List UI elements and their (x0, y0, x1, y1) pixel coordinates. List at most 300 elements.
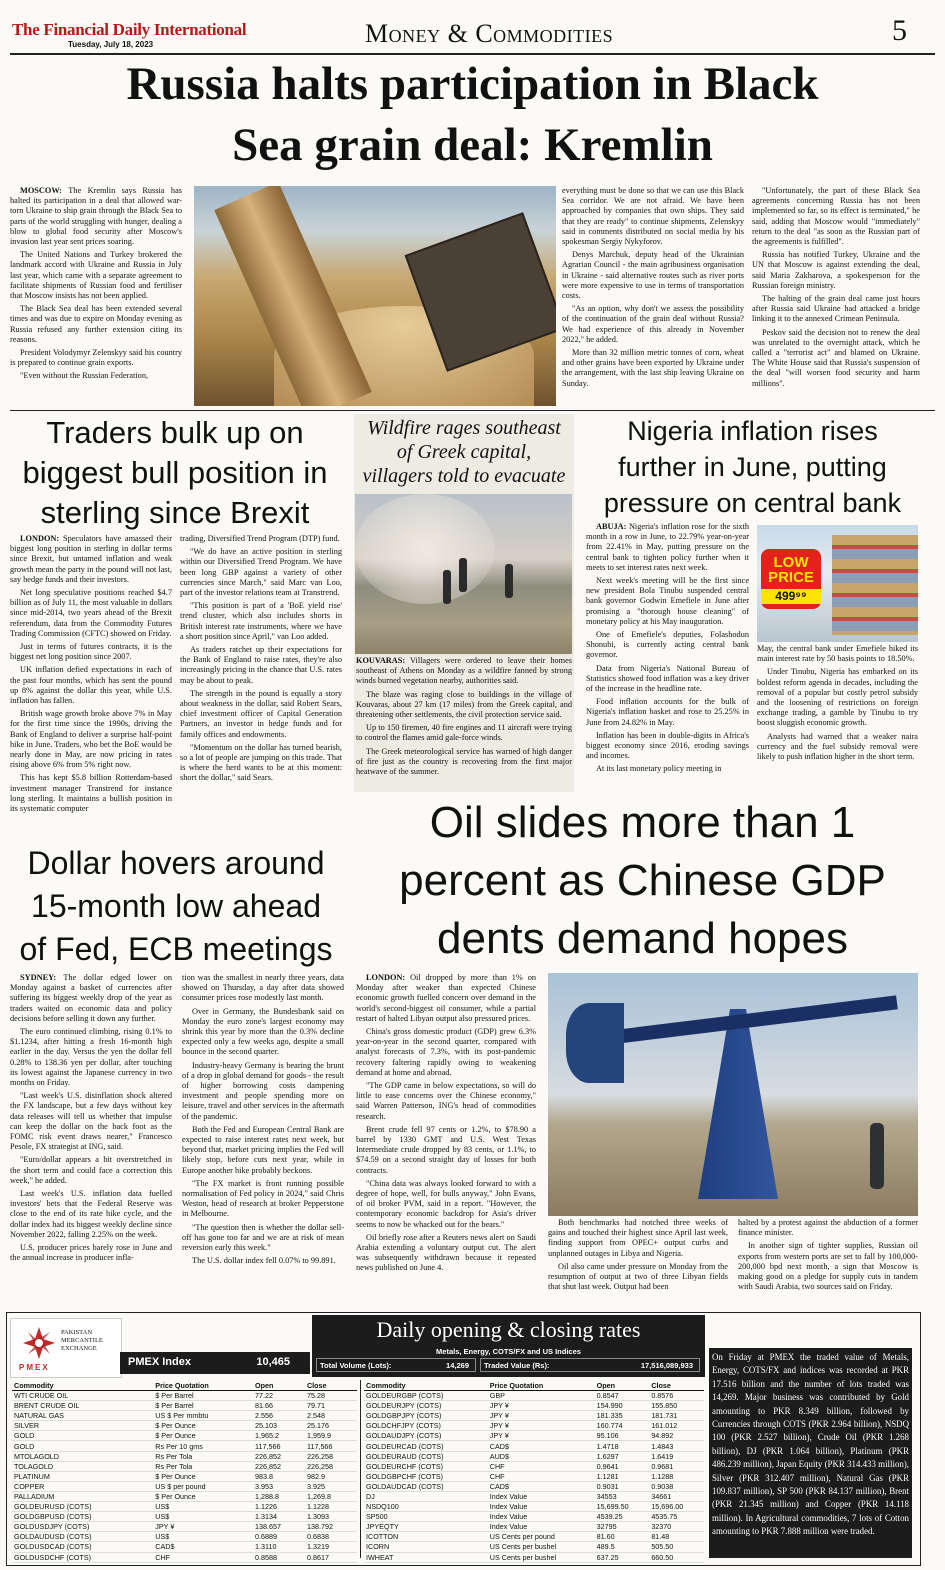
commodity-cell: MTOLAGOLD (12, 1451, 153, 1461)
quotation-cell: JPY ¥ (153, 1522, 253, 1532)
paragraph: "China data was always looked forward to with a degree of hope, well, for bulls anyway," John Evans, of oil broker PVM, said in a report. "However, the contemporary economic backdrop for Asia's driver seems to now be whacked out for the bears." (356, 1178, 536, 1229)
quotation-cell: JPY ¥ (488, 1401, 595, 1411)
open-cell: 3.953 (253, 1481, 305, 1491)
open-cell: 95.106 (595, 1431, 650, 1441)
close-cell: 155.850 (649, 1401, 704, 1411)
close-cell: 1,959.9 (305, 1431, 357, 1441)
oil-headline-line3: dents demand hopes (437, 914, 848, 963)
open-cell: 1,288.8 (253, 1491, 305, 1501)
close-cell: 34661 (649, 1491, 704, 1501)
open-cell: 1,965.2 (253, 1431, 305, 1441)
wildfire-body (356, 656, 572, 780)
paragraph: "Last week's U.S. disinflation shock altered the FX landscape, but a few days without key data releases will tell us whether that impulse can keep the dollar on the back foot as the FOMC risk event draws nearer," Francesco Pesole, FX strategist at ING, said. (10, 1091, 172, 1152)
quotation-cell: CAD$ (153, 1542, 253, 1552)
open-cell: 160.774 (595, 1421, 650, 1431)
close-cell: 81.48 (649, 1532, 704, 1542)
commodity-cell: GOLDGBPJPY (COTS) (364, 1411, 488, 1421)
commodity-cell: SILVER (12, 1421, 153, 1431)
paper-name: The Financial Daily International (12, 20, 247, 39)
sterling-headline-line3: sterling since Brexit (40, 495, 310, 530)
pmex-logo (10, 1318, 122, 1378)
quotation-cell: Rs Per Tola (153, 1461, 253, 1471)
quotation-cell: US$ (153, 1532, 253, 1542)
close-cell: 3.925 (305, 1481, 357, 1491)
traded-value-box (480, 1358, 700, 1372)
quotation-cell: JPY ¥ (488, 1431, 595, 1441)
commodity-cell: NSDQ100 (364, 1502, 488, 1512)
table-row (364, 1461, 704, 1471)
paragraph: Inflation has been in double-digits in Africa's biggest economy since 2016, eroding savings and incomes. (586, 730, 749, 761)
paragraph: UK inflation defied expectations in each of the past four months, which has sent the pound up 8% against the dollar this year, while U.S. inflation has fallen. (10, 665, 172, 706)
commodity-cell: GOLD (12, 1431, 153, 1441)
table-row (12, 1491, 357, 1501)
commodity-cell: GOLDUSDCHF (COTS) (12, 1552, 153, 1562)
wildfire-headline (354, 416, 574, 488)
open-cell: 138.657 (253, 1522, 305, 1532)
commodity-cell: ICORN (364, 1542, 488, 1552)
lead-headline-line1: Russia halts participation in Black (126, 58, 819, 110)
close-cell: 2.548 (305, 1411, 357, 1421)
commodity-cell: PLATINUM (12, 1471, 153, 1481)
open-cell: 0.8547 (595, 1391, 650, 1401)
open-cell: 77.22 (253, 1391, 305, 1401)
open-cell: 1.6297 (595, 1451, 650, 1461)
close-cell: 1.6419 (649, 1451, 704, 1461)
open-cell: 81.60 (595, 1532, 650, 1542)
paragraph: Data from Nigeria's National Bureau of Statistics showed food inflation was a key driver of the increase in the headline rate. (586, 663, 749, 694)
dateline: SYDNEY: (20, 973, 57, 982)
close-cell: 505.50 (649, 1542, 704, 1552)
close-cell: 79.71 (305, 1401, 357, 1411)
paragraph: Oil briefly rose after a Reuters news alert on Saudi Arabia extending a voluntary output cut. The alert was subsequently withdrawn because it repeated news published on June 4. (356, 1232, 536, 1273)
rates-title: Daily opening & closing rates (312, 1315, 705, 1345)
paragraph: "The question then is whether the dollar sell-off has gone too far and we are at risk of mean reversion early this week." (182, 1222, 344, 1253)
dateline: KOUVARAS: (356, 656, 406, 665)
close-cell: 32370 (649, 1522, 704, 1532)
oil-headline-line1: Oil slides more than 1 (429, 798, 856, 847)
open-cell: 0.9031 (595, 1481, 650, 1491)
lead-headline (0, 54, 945, 176)
lead-story-col2 (562, 186, 744, 392)
close-cell: 181.731 (649, 1411, 704, 1421)
paragraph: In another sign of tighter supplies, Russian oil exports from western ports are set to fall by 100,000-200,000 bpd next month, a sign that Moscow is making good on a pledge for supply cuts in tandem with Saudi Arabia, two sources said on Friday. (738, 1241, 918, 1292)
dollar-headline-line2: 15-month low ahead (31, 888, 321, 924)
paragraph: Food inflation accounts for the bulk of Nigeria's inflation basket and rose to 25.25% in June from 24.82% in May. (586, 697, 749, 727)
total-volume-label: Total Volume (Lots): (320, 1361, 392, 1370)
paragraph: trading, Diversified Trend Program (DTP) fund. (180, 534, 340, 543)
pmex-index-label: PMEX Index (128, 1356, 191, 1368)
commodity-cell: GOLDEURGBP (COTS) (364, 1391, 488, 1401)
column-header: Open (595, 1380, 650, 1391)
close-cell: 117,566 (305, 1441, 357, 1451)
paragraph: The blaze was raging close to buildings in the village of Kouvaras, about 27 km (17 miles) from the Greek capital, and threatening other settlements, the civil protection service said. (356, 689, 572, 720)
grain-stream (214, 186, 371, 406)
close-cell: 1.4843 (649, 1441, 704, 1451)
commodity-cell: GOLDEURJPY (COTS) (364, 1401, 488, 1411)
wildfire-headline-line3: villagers told to evacuate (362, 465, 566, 487)
rates-summary: On Friday at PMEX the traded value of Metals, Energy, COTS/FX and indices was recorded at PKR 17.516 billion and the number of lots traded was 14,269. Major business was contributed by Gold amounting to PKR 8.349 billion, followed by Currencies through COTS (PKR 2.964 billion), NSDQ 100 (PKR 2.527 billion), Crude Oil (PKR 1.268 billion), DJ (PKR 1.064 billion), Platinum (PKR 486.239 million), Japan Equity (PKR 314.433 million), Silver (PKR 312.407 million), Natural Gas (PKR 109.837 million), SP 500 (PKR 84.137 million), Brent (PKR 21.345 million) and Copper (PKR 14.118 million). In Agricultural commodities, 7 lots of Cotton amounting to PKR 7.888 million were traded. (709, 1348, 912, 1558)
pumpjack-head (566, 1003, 624, 1083)
low-price-sign-price: 499⁹⁹ (761, 589, 821, 604)
commodity-cell: JPYEQTY (364, 1522, 488, 1532)
table-row (12, 1421, 357, 1431)
table-row (364, 1532, 704, 1542)
quotation-cell: GBP (488, 1391, 595, 1401)
section-divider (10, 410, 935, 411)
commodity-cell: GOLDEURAUD (COTS) (364, 1451, 488, 1461)
rates-table-right (364, 1380, 704, 1563)
commodity-cell: ICOTTON (364, 1532, 488, 1542)
paragraph: Denys Marchuk, deputy head of the Ukrainian Agrarian Council - the main agribusiness organisation in Ukraine - said alternative routes such as river ports were more expensive to use in terms of transportation costs. (562, 250, 744, 301)
paragraph: Last week's U.S. inflation data fuelled investors' bets that the Federal Reserve was close to the end of its rate hike cycle, and the dollar index had its biggest weekly decline since November 2022, falling 2.25% on the week. (10, 1189, 172, 1239)
quotation-cell: $ Per Ounce (153, 1421, 253, 1431)
quotation-cell: US$ (153, 1502, 253, 1512)
close-cell: 1.1288 (649, 1471, 704, 1481)
table-row (364, 1421, 704, 1431)
quotation-cell: US Cents per bushel (488, 1552, 595, 1562)
paragraph: Over in Germany, the Bundesbank said on Monday the euro zone's largest economy may shrink this year by more than the 0.3% decline expected only a few weeks ago, despite a small bounce in the second quarter. (182, 1006, 344, 1057)
paragraph: everything must be done so that we can use this Black Sea corridor. We are not afraid. We have been approached by companies that own ships. They said that they are ready" to continue shipments, Zelenskyy said in comments distributed on social media by his spokesman Sergiy Nykyforov. (562, 186, 744, 247)
low-price-sign-text: LOW PRICE (768, 554, 814, 586)
commodity-cell: DJ (364, 1491, 488, 1501)
dollar-headline-line1: Dollar hovers around (27, 845, 325, 881)
oil-col2 (548, 1218, 728, 1295)
worker-figure (870, 1123, 884, 1189)
quotation-cell: CHF (488, 1461, 595, 1471)
grain-harvest-photo (194, 186, 556, 406)
dollar-headline (6, 842, 346, 971)
close-cell: 1.1228 (305, 1502, 357, 1512)
paragraph (356, 656, 572, 687)
paragraph: Net long speculative positions reached $4.7 billion as of July 11, the most valuable in dollars since mid-2014, two years ahead of the Brexit referendum, data from the Commodity Futures Trading Commission (CFTC) showed on Friday. (10, 588, 172, 638)
paragraph: One of Emefiele's deputies, Folashodun Shonubi, is currently acting central bank governor. (586, 630, 749, 660)
paragraph: The euro continued climbing, rising 0.1% to $1.1234, after hitting a fresh 16-month high earlier in the day. Versus the yen the dollar fell 0.28% to 138.36 yen per dollar, after touching its lowest against the Japanese currency in two months on Friday. (10, 1027, 172, 1088)
paragraph-text: The Kremlin says Russia has halted its participation in a deal that allowed war-torn Ukraine to ship grain through the Black Sea to parts of the world struggling with hunger, dealing a blow to global food security after Moscow's invasion last year sent prices soaring. (10, 186, 182, 247)
paragraph: "As an option, why don't we assess the possibility of the continuation of the grain deal without Russia? We had experience of this already in November 2022," he added. (562, 304, 744, 344)
table-row (12, 1471, 357, 1481)
commodity-cell: TOLAGOLD (12, 1461, 153, 1471)
paragraph: Just in terms of futures contracts, it is the biggest net long position since 2007. (10, 642, 172, 662)
oil-col1 (356, 973, 536, 1277)
lead-story-col1 (10, 186, 182, 385)
open-cell: 81.66 (253, 1401, 305, 1411)
paragraph: More than 32 million metric tonnes of corn, wheat and other grains have been exported by Ukraine under the arrangement, with the last ship leaving Ukraine on Sunday. (562, 348, 744, 388)
paragraph: "The GDP came in below expectations, so will do little to ease concerns over the Chinese economy," said Warren Patterson, ING's head of commodities research. (356, 1081, 536, 1121)
quotation-cell: $ Per Barrel (153, 1391, 253, 1401)
table-row (364, 1512, 704, 1522)
table-row (12, 1461, 357, 1471)
table-row (12, 1542, 357, 1552)
paragraph: U.S. producer prices barely rose in June and the annual increase in producer infla- (10, 1243, 172, 1263)
paragraph (10, 973, 172, 1024)
close-cell: 1.3093 (305, 1512, 357, 1522)
paragraph: Both benchmarks had notched three weeks of gains and touched their highest since April last week, finding support from OPEC+ output curbs and unplanned outages in Libya and Nigeria. (548, 1218, 728, 1258)
paragraph: China's gross domestic product (GDP) grew 6.3% year-on-year in the second quarter, compared with analyst forecasts of 7.3%, with its post-pandemic recovery faltering rapidly owing to weakening demand at home and abroad. (356, 1027, 536, 1077)
wildfire-headline-line2: of Greek capital, (396, 441, 532, 463)
paragraph: Peskov said the decision not to renew the deal was unrelated to the overnight attack, which he called a "terrorist act" and blamed on Ukraine. The White House said that Russia's suspension of the deal "will worsen food security and harm millions". (752, 327, 920, 388)
close-cell: 75.28 (305, 1391, 357, 1401)
quotation-cell: $ Per Barrel (153, 1401, 253, 1411)
paragraph: tion was the smallest in nearly three years, data showed on Thursday, a day after data showed consumer prices rose modestly last month. (182, 973, 344, 1003)
quotation-cell: JPY ¥ (488, 1421, 595, 1431)
total-volume-box (316, 1358, 476, 1372)
open-cell: 0.8588 (253, 1552, 305, 1562)
table-row (364, 1481, 704, 1491)
commodity-cell: GOLDUSDJPY (COTS) (12, 1522, 153, 1532)
section-name: Money & Commodities (365, 19, 614, 48)
quotation-cell: JPY ¥ (488, 1411, 595, 1421)
paragraph: The Greek meteorological service has warned of high danger of fire just as the country is recovering from the first major heatwave of the summer. (356, 746, 572, 777)
close-cell: 226,258 (305, 1461, 357, 1471)
table-row (12, 1502, 357, 1512)
wildfire-photo (355, 494, 572, 654)
quotation-cell: Index Value (488, 1502, 595, 1512)
commodity-cell: GOLDEURCAD (COTS) (364, 1441, 488, 1451)
commodity-cell: GOLDAUDJPY (COTS) (364, 1431, 488, 1441)
commodity-cell: GOLDEURUSD (COTS) (12, 1502, 153, 1512)
quotation-cell: Index Value (488, 1491, 595, 1501)
quotation-cell: AUD$ (488, 1451, 595, 1461)
open-cell: 226,852 (253, 1451, 305, 1461)
lead-headline-line2: Sea grain deal: Kremlin (232, 119, 713, 171)
quotation-cell: $ Per Ounce (153, 1471, 253, 1481)
paragraph (356, 973, 536, 1024)
open-cell: 117,566 (253, 1441, 305, 1451)
quotation-cell: Rs Per 10 gms (153, 1441, 253, 1451)
close-cell: 660.50 (649, 1552, 704, 1562)
paragraph: Under Tinubu, Nigeria has embarked on its boldest reform agenda in decades, including the removal of a popular but costly petrol subsidy and the loosening of restrictions on foreign exchange trading, a gamble by Tinubu to try boost sluggish economic growth. (757, 667, 918, 728)
table-row (364, 1491, 704, 1501)
nigeria-col1 (586, 522, 749, 778)
close-cell: 0.9681 (649, 1461, 704, 1471)
paragraph: Industry-heavy Germany is bearing the brunt of a drop in global demand for goods - the result of higher borrowing costs dampening investment and people spending more on leisure, travel and other services in the aftermath of the pandemic. (182, 1060, 344, 1121)
wildfire-headline-line1: Wildfire rages southeast (367, 417, 561, 439)
paragraph-text: Villagers were ordered to leave their homes southeast of Athens on Monday as a wildfire fanned by strong winds burned vegetation nearby, authorities said. (356, 656, 572, 686)
close-cell: 0.6838 (305, 1532, 357, 1542)
paragraph: "This position is part of a 'BoE yield rise' trend cluster, which also includes shorts in British interest rate instruments, where we have a short position since April," van Loo added. (180, 601, 342, 641)
quotation-cell: CHF (153, 1552, 253, 1562)
dateline: ABUJA: (596, 522, 627, 531)
close-cell: 1.3219 (305, 1542, 357, 1552)
paragraph: The U.S. dollar index fell 0.07% to 99.891. (192, 1256, 336, 1266)
paragraph (10, 186, 182, 247)
paragraph: At its last monetary policy meeting in (596, 764, 722, 774)
store-shelf (832, 535, 918, 635)
oil-headline (350, 794, 935, 968)
oil-pump-photo (548, 973, 918, 1216)
open-cell: 226,852 (253, 1461, 305, 1471)
nigeria-headline-line3: pressure on central bank (603, 488, 902, 518)
paragraph: The halting of the grain deal came just hours after Russia said Ukraine had attacked a bridge linking it to the annexed Crimean Peninsula. (752, 294, 920, 324)
traded-value-value: 17,516,089,933 (640, 1361, 693, 1370)
rates-subbar-title: Metals, Energy, COTS/FX and US Indices (436, 1347, 581, 1356)
quotation-cell: CAD$ (488, 1481, 595, 1491)
open-cell: 181.335 (595, 1411, 650, 1421)
close-cell: 0.8617 (305, 1552, 357, 1562)
commodity-cell: SP500 (364, 1512, 488, 1522)
dollar-col2 (182, 973, 344, 1269)
table-header-row (364, 1380, 704, 1391)
close-cell: 161.012 (649, 1421, 704, 1431)
paragraph: President Volodymyr Zelenskyy said his country is prepared to continue grain exports. (10, 348, 182, 368)
paragraph: "The FX market is front running possible normalisation of Fed policy in 2024," said Chris Weston, head of research at broker Pepperstone in Melbourne. (182, 1178, 344, 1219)
column-header: Price Quotation (488, 1380, 595, 1391)
paragraph-text: Oil dropped by more than 1% on Monday after weaker than expected Chinese economic growth fuelled concern over demand in the world's second-biggest oil consumer, while a partial restart of halted Libyan output also pressured prices. (356, 973, 536, 1023)
table-row (364, 1471, 704, 1481)
supermarket-photo (757, 525, 918, 642)
open-cell: 0.6889 (253, 1532, 305, 1542)
close-cell: 226,258 (305, 1451, 357, 1461)
table-row (364, 1401, 704, 1411)
table-row (364, 1502, 704, 1512)
quotation-cell: US Cents per bushel (488, 1542, 595, 1552)
total-volume-value: 14,269 (446, 1361, 469, 1370)
dollar-col1 (10, 973, 172, 1266)
quotation-cell: US Cents per pound (488, 1532, 595, 1542)
commodity-cell: GOLDEURCHF (COTS) (364, 1461, 488, 1471)
person-figure (505, 564, 513, 598)
commodity-cell: GOLDGBPUSD (COTS) (12, 1512, 153, 1522)
table-row (12, 1552, 357, 1562)
paragraph-text: Nigeria's inflation rose for the sixth month in a row in June, to 22.79% year-on-year from 22.41% in May, putting pressure on the central bank to tighten policy further when it meets to set interest rates next week. (586, 522, 749, 572)
quotation-cell: US $ Per mmbtu (153, 1411, 253, 1421)
commodity-cell: NATURAL GAS (12, 1411, 153, 1421)
person-figure (459, 558, 467, 592)
paragraph (10, 534, 172, 585)
table-row (364, 1391, 704, 1401)
pumpjack-tower (698, 1009, 778, 1199)
dateline: MOSCOW: (20, 186, 62, 195)
close-cell: 25.176 (305, 1421, 357, 1431)
column-header: Close (305, 1380, 357, 1391)
table-row (364, 1542, 704, 1552)
quotation-cell: $ Per Ounce (153, 1491, 253, 1501)
dateline: LONDON: (366, 973, 406, 982)
pmex-logo-text: PAKISTAN MERCANTILE EXCHANGE (61, 1329, 103, 1352)
traded-value-label: Traded Value (Rs): (484, 1361, 550, 1370)
close-cell: 0.9038 (649, 1481, 704, 1491)
paragraph: The Black Sea deal has been extended several times and was due to expire on Monday evening as Russia refused any further extension citing its reasons. (10, 304, 182, 344)
nigeria-headline (580, 413, 925, 521)
table-row (364, 1522, 704, 1532)
open-cell: 1.3110 (253, 1542, 305, 1552)
open-cell: 983.8 (253, 1471, 305, 1481)
oil-headline-line2: percent as Chinese GDP (399, 856, 886, 905)
close-cell: 15,696.00 (649, 1502, 704, 1512)
commodity-cell: PALLADIUM (12, 1491, 153, 1501)
column-header: Open (253, 1380, 305, 1391)
open-cell: 1.1226 (253, 1502, 305, 1512)
commodity-cell: BRENT CRUDE OIL (12, 1401, 153, 1411)
open-cell: 489.5 (595, 1542, 650, 1552)
close-cell: 4535.75 (649, 1512, 704, 1522)
sterling-col1 (10, 534, 172, 817)
quotation-cell: Index Value (488, 1522, 595, 1532)
open-cell: 154.990 (595, 1401, 650, 1411)
table-row (12, 1391, 357, 1401)
paragraph: Oil also came under pressure on Monday from the resumption of output at two of three Libyan fields that shut last week. Output had been (548, 1261, 728, 1292)
quotation-cell: Rs Per Tola (153, 1451, 253, 1461)
open-cell: 4539.25 (595, 1512, 650, 1522)
table-row (364, 1451, 704, 1461)
paragraph (586, 522, 749, 573)
commodity-cell: COPPER (12, 1481, 153, 1491)
table-row (12, 1522, 357, 1532)
rates-table-left (12, 1380, 357, 1563)
paragraph: Both the Fed and European Central Bank are expected to raise interest rates next week, but beyond that, market pricing implies the Fed will likely stop, before cuts next year, while in Europe another hike probably beckons. (182, 1124, 344, 1175)
table-row (364, 1552, 704, 1562)
paragraph: British wage growth broke above 7% in May for the first time since the 1990s, driving the Bank of England to deliver a surprise half-point hike in June. Traders, who bet the BoE would be nearly done in May, are now pricing in rates rising above 6% from 5% right now. (10, 709, 172, 770)
person-figure (443, 570, 451, 604)
close-cell: 1,269.8 (305, 1491, 357, 1501)
close-cell: 138.792 (305, 1522, 357, 1532)
close-cell: 0.8576 (649, 1391, 704, 1401)
paragraph: Up to 150 firemen, 40 fire engines and 11 aircraft were trying to control the flames amid gale-force winds. (356, 723, 572, 743)
pmex-index-value: 10,465 (256, 1356, 290, 1368)
table-row (12, 1411, 357, 1421)
paragraph: Brent crude fell 97 cents or 1.2%, to $78.90 a barrel by 1330 GMT and U.S. West Texas Intermediate crude dropped by 83 cents, or 1.1%, to $74.59 on a second straight day of losses for both contracts. (356, 1124, 536, 1175)
paragraph: "Momentum on the dollar has turned bearish, so a lot of people are jumping on this trade. That is where the herd wants to be at this moment: short the dollar," said Sears. (180, 742, 342, 783)
dollar-headline-line3: of Fed, ECB meetings (19, 931, 333, 967)
commodity-cell: GOLDUSDCAD (COTS) (12, 1542, 153, 1552)
quotation-cell: CAD$ (488, 1441, 595, 1451)
nigeria-headline-line2: further in June, putting (618, 452, 887, 482)
commodity-cell: GOLDCHFJPY (COTS) (364, 1421, 488, 1431)
paragraph: Analysts had warned that a weaker naira currency and the fuel subsidy removal were likely to push inflation higher in the short term. (757, 731, 918, 762)
table-row (12, 1431, 357, 1441)
open-cell: 34553 (595, 1491, 650, 1501)
commodity-cell: GOLDAUDCAD (COTS) (364, 1481, 488, 1491)
table-row (12, 1512, 357, 1522)
paragraph: "Euro/dollar appears a bit overstretched in the short term and could face a correction this week," he added. (10, 1155, 172, 1185)
nigeria-headline-line1: Nigeria inflation rises (627, 416, 878, 446)
masthead (0, 0, 945, 56)
paragraph: Russia has notified Turkey, Ukraine and the UN that Moscow is against extending the deal, said Maria Zakharova, a spokesperson for the Russian foreign ministry. (752, 250, 920, 290)
dateline: LONDON: (20, 534, 60, 543)
lead-story-col3 (752, 186, 920, 392)
paragraph-text: The dollar edged lower on Monday against a basket of currencies after suffering its biggest weekly drop of the year as traders waited on economic data and policy decisions before selling it down any further. (10, 973, 172, 1023)
quotation-cell: CHF (488, 1471, 595, 1481)
open-cell: 637.25 (595, 1552, 650, 1562)
rates-subbar (312, 1345, 705, 1377)
quotation-cell: US$ (153, 1512, 253, 1522)
sterling-col2 (180, 534, 342, 787)
open-cell: 1.1281 (595, 1471, 650, 1481)
commodity-cell: GOLDAUDUSD (COTS) (12, 1532, 153, 1542)
table-row (364, 1441, 704, 1451)
oil-col3 (738, 1218, 918, 1295)
column-header: Close (649, 1380, 704, 1391)
page-number: 5 (892, 14, 907, 47)
open-cell: 0.9641 (595, 1461, 650, 1471)
paragraph: The strength in the pound is equally a story about weakness in the dollar, said Robert Sears, chief investment officer of Capital Generation Partners, an investor in hedge funds and for family offices and endowments. (180, 688, 342, 739)
table-row (12, 1481, 357, 1491)
paragraph: halted by a protest against the abduction of a former finance minister. (738, 1218, 918, 1238)
quotation-cell: US $ per pound (153, 1481, 253, 1491)
open-cell: 15,699.50 (595, 1502, 650, 1512)
quotation-cell: $ Per Ounce (153, 1431, 253, 1441)
table-row (12, 1451, 357, 1461)
pmex-index-bar (120, 1352, 310, 1374)
paragraph: May, the central bank under Emefiele hiked its main interest rate by 50 basis points to 18.50%. (757, 644, 918, 664)
pumpjack-beam (608, 995, 898, 1044)
paragraph: "We do have an active position in sterling within our Diversified Trend Program. We have been long GBP against a variety of other currencies since March," said Marc van Loo, part of the investor relations team at Transtrend. (180, 547, 342, 598)
table-header-row (12, 1380, 357, 1391)
smoke-plume (355, 494, 495, 604)
open-cell: 1.4718 (595, 1441, 650, 1451)
column-header: Commodity (12, 1380, 153, 1391)
sterling-headline-line1: Traders bulk up on (46, 415, 304, 450)
